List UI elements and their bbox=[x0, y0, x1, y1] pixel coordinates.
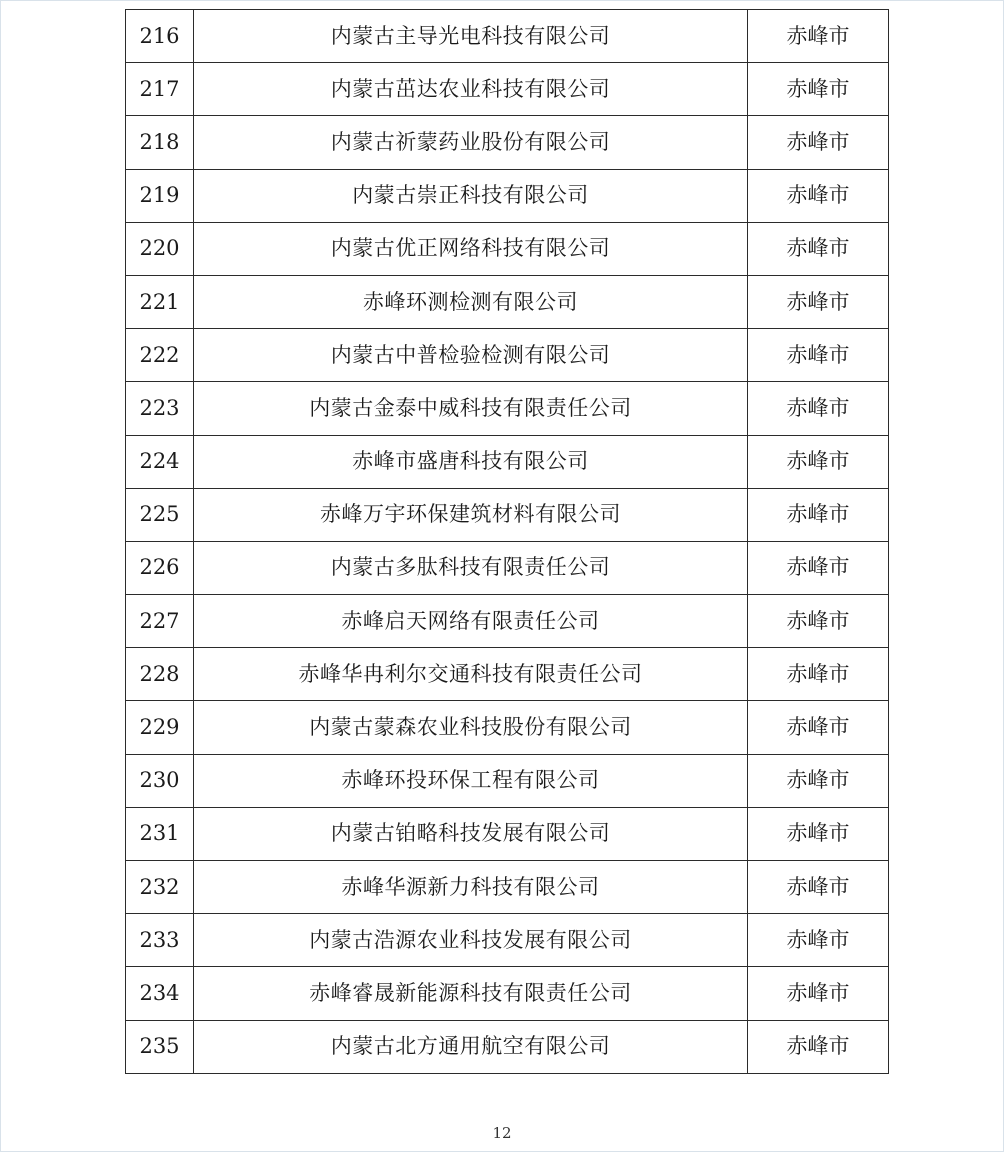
row-number-cell: 223 bbox=[126, 382, 194, 435]
table-row bbox=[126, 914, 889, 967]
table-row bbox=[126, 648, 889, 701]
row-number-cell: 229 bbox=[126, 701, 194, 754]
city-cell: 赤峰市 bbox=[748, 595, 889, 648]
row-number-cell: 220 bbox=[126, 222, 194, 275]
city-cell: 赤峰市 bbox=[748, 701, 889, 754]
table-row bbox=[126, 1020, 889, 1073]
company-name-cell: 内蒙古崇正科技有限公司 bbox=[194, 169, 748, 222]
city-cell: 赤峰市 bbox=[748, 754, 889, 807]
row-number-cell: 216 bbox=[126, 10, 194, 63]
city-cell: 赤峰市 bbox=[748, 329, 889, 382]
city-cell: 赤峰市 bbox=[748, 10, 889, 63]
row-number-cell: 228 bbox=[126, 648, 194, 701]
company-name-cell: 内蒙古祈蒙药业股份有限公司 bbox=[194, 116, 748, 169]
table-row bbox=[126, 595, 889, 648]
row-number-cell: 226 bbox=[126, 541, 194, 594]
company-name-cell: 赤峰环测检测有限公司 bbox=[194, 275, 748, 328]
city-cell: 赤峰市 bbox=[748, 541, 889, 594]
company-name-cell: 赤峰启天网络有限责任公司 bbox=[194, 595, 748, 648]
city-cell: 赤峰市 bbox=[748, 435, 889, 488]
company-name-cell: 内蒙古中普检验检测有限公司 bbox=[194, 329, 748, 382]
company-name-cell: 赤峰华源新力科技有限公司 bbox=[194, 861, 748, 914]
city-cell: 赤峰市 bbox=[748, 914, 889, 967]
city-cell: 赤峰市 bbox=[748, 807, 889, 860]
city-cell: 赤峰市 bbox=[748, 382, 889, 435]
company-name-cell: 赤峰市盛唐科技有限公司 bbox=[194, 435, 748, 488]
company-name-cell: 内蒙古北方通用航空有限公司 bbox=[194, 1020, 748, 1073]
company-name-cell: 赤峰环投环保工程有限公司 bbox=[194, 754, 748, 807]
table-row bbox=[126, 169, 889, 222]
table-row bbox=[126, 435, 889, 488]
company-name-cell: 赤峰睿晟新能源科技有限责任公司 bbox=[194, 967, 748, 1020]
company-list-table bbox=[125, 9, 889, 1074]
table-row bbox=[126, 116, 889, 169]
table-row bbox=[126, 329, 889, 382]
table-row bbox=[126, 488, 889, 541]
company-name-cell: 内蒙古茁达农业科技有限公司 bbox=[194, 63, 748, 116]
row-number-cell: 227 bbox=[126, 595, 194, 648]
table-row bbox=[126, 541, 889, 594]
company-name-cell: 内蒙古蒙森农业科技股份有限公司 bbox=[194, 701, 748, 754]
table-row bbox=[126, 382, 889, 435]
table-row bbox=[126, 754, 889, 807]
company-name-cell: 内蒙古主导光电科技有限公司 bbox=[194, 10, 748, 63]
company-name-cell: 赤峰万宇环保建筑材料有限公司 bbox=[194, 488, 748, 541]
city-cell: 赤峰市 bbox=[748, 275, 889, 328]
city-cell: 赤峰市 bbox=[748, 63, 889, 116]
table-row bbox=[126, 222, 889, 275]
row-number-cell: 219 bbox=[126, 169, 194, 222]
company-name-cell: 内蒙古浩源农业科技发展有限公司 bbox=[194, 914, 748, 967]
table-row bbox=[126, 701, 889, 754]
city-cell: 赤峰市 bbox=[748, 967, 889, 1020]
table-row bbox=[126, 63, 889, 116]
row-number-cell: 233 bbox=[126, 914, 194, 967]
table-row bbox=[126, 10, 889, 63]
row-number-cell: 231 bbox=[126, 807, 194, 860]
company-name-cell: 内蒙古优正网络科技有限公司 bbox=[194, 222, 748, 275]
row-number-cell: 221 bbox=[126, 275, 194, 328]
row-number-cell: 232 bbox=[126, 861, 194, 914]
row-number-cell: 217 bbox=[126, 63, 194, 116]
company-name-cell: 内蒙古金泰中威科技有限责任公司 bbox=[194, 382, 748, 435]
page-number: 12 bbox=[492, 1124, 512, 1142]
company-name-cell: 内蒙古铂略科技发展有限公司 bbox=[194, 807, 748, 860]
table-row bbox=[126, 967, 889, 1020]
city-cell: 赤峰市 bbox=[748, 861, 889, 914]
table-row bbox=[126, 861, 889, 914]
city-cell: 赤峰市 bbox=[748, 169, 889, 222]
city-cell: 赤峰市 bbox=[748, 116, 889, 169]
row-number-cell: 222 bbox=[126, 329, 194, 382]
row-number-cell: 224 bbox=[126, 435, 194, 488]
city-cell: 赤峰市 bbox=[748, 488, 889, 541]
table-body bbox=[126, 10, 889, 1074]
row-number-cell: 234 bbox=[126, 967, 194, 1020]
row-number-cell: 230 bbox=[126, 754, 194, 807]
company-name-cell: 赤峰华冉利尔交通科技有限责任公司 bbox=[194, 648, 748, 701]
table-row bbox=[126, 275, 889, 328]
row-number-cell: 235 bbox=[126, 1020, 194, 1073]
city-cell: 赤峰市 bbox=[748, 1020, 889, 1073]
table-row bbox=[126, 807, 889, 860]
company-name-cell: 内蒙古多肽科技有限责任公司 bbox=[194, 541, 748, 594]
city-cell: 赤峰市 bbox=[748, 222, 889, 275]
city-cell: 赤峰市 bbox=[748, 648, 889, 701]
row-number-cell: 218 bbox=[126, 116, 194, 169]
row-number-cell: 225 bbox=[126, 488, 194, 541]
